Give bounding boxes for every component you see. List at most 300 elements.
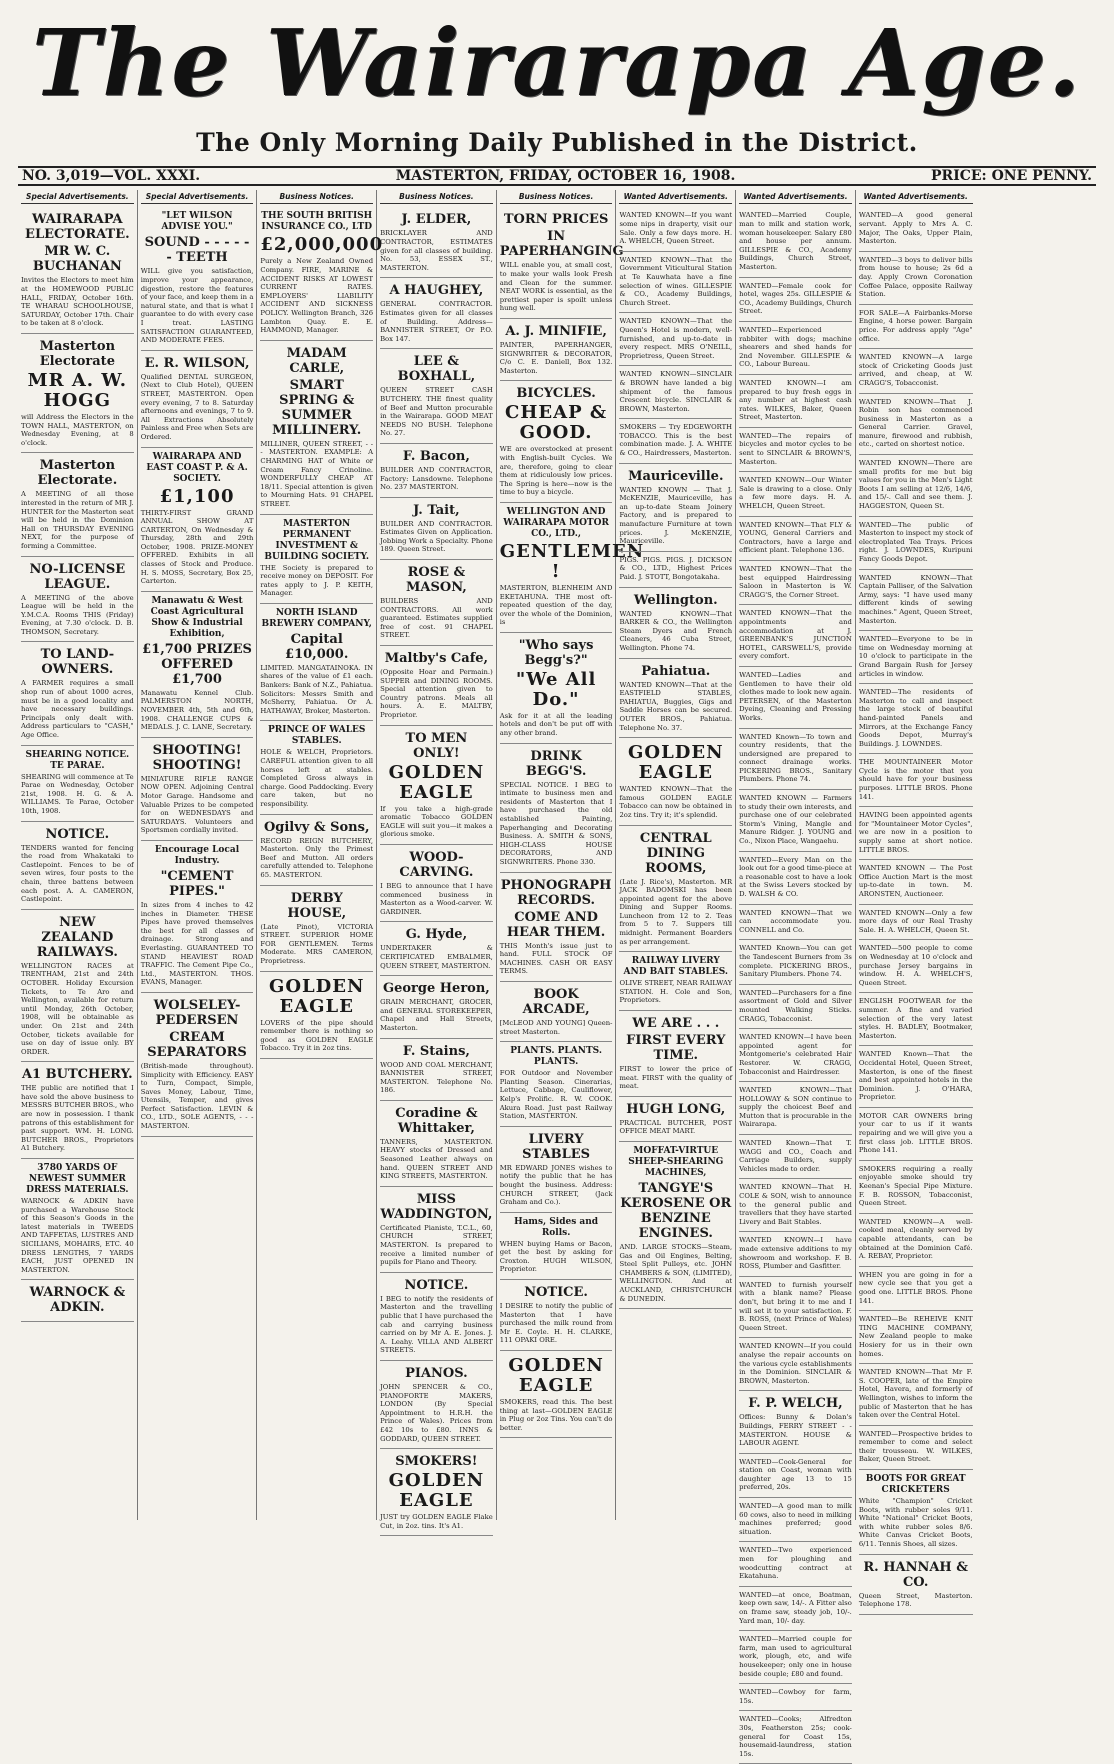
- ad-title: NOTICE.: [45, 826, 110, 842]
- ad-headline: GOLDEN EAGLE: [508, 1355, 604, 1397]
- ad-body: THIRTY-FIRST GRAND ANNUAL SHOW AT CARTERTON, On Wednesday & Thursday, 28th and 29th October, 1908. PRIZE-MONEY OFFERED. Exhibits in all classes of Stock and Produce. H. S. MOSS, Secretary, Box 25, Carterton.: [140, 508, 254, 586]
- ad-body: (Opposite Hoar and Permain.) SUPPER and DINING ROOMS. Special attention given to Country patrons. Meals all hours. A. E. MALTBY, Proprietor.: [380, 668, 493, 719]
- ad-title: J. ELDER,: [401, 212, 472, 228]
- ad-body: WANTED—The public of Masterton to inspect my stock of electroplated Tea Trays. Prices right. J. LOWNDES, Kuripuni Fancy Goods Depot.: [858, 520, 973, 563]
- ad-title: F. Bacon,: [402, 448, 470, 464]
- advertisement: [619, 207, 732, 251]
- advertisement: [859, 252, 973, 305]
- ad-body: FOR Outdoor and November Planting Season. Cinerarias, Lettuce, Cabbage, Cauliflower, Kelp's Prolific. R. W. COOK. Akura Road. Just past Railway Station, MASTERTON.: [499, 1069, 613, 1121]
- advertisement: [500, 744, 613, 873]
- advertisement: [859, 1046, 973, 1108]
- advertisement: [739, 1338, 852, 1391]
- ad-headline: COME AND HEAR THEM.: [506, 909, 606, 940]
- advertisement: [21, 1280, 134, 1322]
- advertisement: [380, 1101, 493, 1187]
- column-heading: Business Notices.: [260, 192, 373, 204]
- advertisement: [260, 721, 373, 814]
- column-7: [736, 190, 856, 1758]
- ad-title: NOTICE.: [404, 1277, 469, 1293]
- advertisement: [619, 1097, 732, 1142]
- ad-body: will Address the Electors in the TOWN HALL, MASTERTON, on Wednesday Evening, at 8 o'clock.: [21, 412, 134, 447]
- ad-body: PIGS. PIGS. PIGS. J. DICKSON & CO., LTD., Highest Prices Paid. J. STOTT, Bongotakaha.: [619, 555, 733, 581]
- advertisement: [380, 278, 493, 349]
- ad-title: A HAUGHEY,: [389, 283, 484, 299]
- ad-body: WANTED KNOWN—That BARKER & CO., the Wellington Steam Dyers and French Cleaners, 46 Cuba Street, Wellington. Phone 74.: [619, 609, 733, 652]
- advertisement: [21, 334, 134, 453]
- advertisement: [739, 1498, 852, 1542]
- ad-body: LOVERS of the pipe should remember there is nothing so good as GOLDEN EAGLE Tobacco. Try it in 2oz tins.: [260, 1018, 374, 1053]
- ad-headline: TANGYE'S KEROSENE OR BENZINE ENGINES.: [620, 1181, 732, 1241]
- ad-body: Manawatu Kennel Club. PALMERSTON NORTH, NOVEMBER 4th, 5th and 6th, 1908. CHALLENGE CUPS & MEDALS. J. C. LANE, Secretary.: [140, 688, 254, 732]
- advertisement: [500, 1042, 613, 1127]
- ad-body: (Late Pinot), VICTORIA STREET. SUPERIOR HOME FOR GENTLEMEN. Terms Moderate. MRS CAMERON, Proprietress.: [260, 922, 374, 965]
- ad-title: SMOKERS!: [395, 1454, 478, 1470]
- ad-headline: GOLDEN EAGLE: [628, 742, 724, 784]
- ad-body: WANTED KNOWN—If you want some nips in draperty, visit our Sale. Only a few days more. H. A. WHELCH, Queen Street.: [619, 211, 733, 246]
- advertisement: [619, 588, 732, 659]
- ad-title: MISS WADDINGTON,: [380, 1191, 493, 1222]
- ad-body: WANTED KNOWN—That J. Robin son has commenced business in Masterton as a General Carrier. Gravel, manure, firewood and rubbish, etc., carted on shortest notice.: [858, 397, 973, 449]
- advertisement: [380, 1449, 493, 1536]
- advertisement: [619, 366, 732, 419]
- advertisement: [21, 746, 134, 822]
- ad-title: Masterton Electorate.: [37, 458, 118, 489]
- ad-headline: "We All Do.": [515, 668, 597, 710]
- ad-title: BOOTS FOR GREAT CRICKETERS: [865, 1474, 966, 1496]
- column-heading: Special Advertisements.: [141, 192, 254, 204]
- advertisement: [21, 207, 134, 334]
- advertisement: [380, 845, 493, 922]
- ad-body: WANTED KNOWN — The Post Office Auction Mart is the most up-to-date in town. M. ARONSTEN, Auctioneer.: [858, 864, 973, 898]
- ad-title: TORN PRICES: [503, 212, 609, 228]
- ad-body: A FARMER requires a small shop run of about 1000 acres, must be in a good locality and have necessary buildings. Principals only dealt with. Address particulars to "CASH," Age Office.: [21, 679, 134, 740]
- advertisement: [739, 1179, 852, 1232]
- advertisement: [619, 252, 732, 314]
- advertisement: [739, 278, 852, 322]
- ad-body: WANTED KNOWN—That at the EASTFIELD STABLES, PAHIATUA, Buggies, Gigs and Saddle Horses can be secured. OUTER BROS., Pahiatua. Telephone No. 37.: [619, 680, 733, 732]
- advertisement: [859, 207, 973, 251]
- ad-title: WOOD-CARVING.: [399, 849, 474, 880]
- advertisement: [500, 633, 613, 744]
- ad-body: SHEARING will commence at Te Parae on Wednesday, October 21st, 1908. H. G. & A. WILLIAMS. Te Parae, October 10th, 1908.: [21, 772, 134, 815]
- ad-title: RAILWAY LIVERY AND BAIT STABLES.: [623, 956, 729, 978]
- ad-title: MOFFAT-VIRTUE SHEEP-SHEARING MACHINES,: [628, 1146, 724, 1178]
- masthead-title: The Wairarapa Age.: [31, 9, 1083, 117]
- column-heading: Wanted Advertisements.: [859, 192, 973, 204]
- ad-body: WANTED—Every Man on the look out for a good time-piece at a reasonable cost to have a look at the Swiss Levers stocked by D. WALSH & CO.: [739, 855, 852, 898]
- advertisement: [739, 1454, 852, 1498]
- advertisement: [859, 1555, 973, 1615]
- ad-headline: IN PAPERHANGING: [499, 229, 624, 260]
- ad-body: OLIVE STREET, NEAR RAILWAY STATION. H. Cole and Son, Proprietors.: [619, 979, 733, 1005]
- ad-body: WANTED—A good general servant. Apply to Mrs A. C. Major, The Oaks, Upper Plain, Masterton.: [858, 211, 973, 246]
- ad-body: WANTED KNOWN—That the famous GOLDEN EAGLE Tobacco can now be obtained in 2oz tins. Try it; it's splendid.: [619, 785, 733, 819]
- ad-body: PRACTICAL BUTCHER, POST OFFICE MEAT MART.: [619, 1118, 733, 1136]
- ad-title: Coradine & Whittaker,: [395, 1105, 478, 1136]
- ad-body: WANTED KNOWN—Our Winter Sale is drawing to a close. Only a few more days. H. A. WHELCH, Queen Street.: [739, 476, 852, 511]
- ad-body: WANTED to furnish yourself with a blank name? Please don't, but bring it to me and I will set it to your satisfaction. F. B. ROSS, (next Prince of Wales) Queen Street.: [739, 1280, 852, 1332]
- advertisement: [739, 905, 852, 941]
- ad-body: FIRST to lower the price of meat. FIRST with the quality of meat.: [619, 1065, 733, 1091]
- advertisement: [739, 985, 852, 1029]
- ad-body: THIS Month's issue just to hand. FULL STOCK OF MACHINES. CASH OR EASY TERMS.: [499, 941, 613, 976]
- advertisement: [619, 1142, 732, 1309]
- ad-headline: CREAM SEPARATORS: [147, 1029, 247, 1060]
- advertisement: [739, 207, 852, 277]
- advertisement: [260, 515, 373, 604]
- ad-body: WANTED KNOWN—I am prepared to buy fresh eggs in any number at highest cash rates. WILKES, Baker, Queen Street, Masterton.: [739, 378, 852, 422]
- ad-headline: CHEAP & GOOD.: [505, 402, 608, 444]
- ad-body: QUEEN STREET CASH BUTCHERY. THE finest quality of Beef and Mutton procurable in the Wairarapa. GOOD MEAT NEEDS NO BUSH. Telephone No. 27.: [380, 386, 493, 438]
- ad-body: I DESIRE to notify the public of Masterton that I have purchased the milk round from Mr E. Coyle. H. H. CLARKE, 111 OPAKI ORE.: [499, 1302, 613, 1345]
- advertisement: [380, 1187, 493, 1273]
- ad-body: Qualified DENTAL SURGEON, (Next to Club Hotel), QUEEN STREET, MASTERTON. Open every evening, 7 to 8. Saturday afternoons and evenings, 7 to 9. All Extractions Absolutely Painless and Free when Sets are Ordered.: [140, 372, 254, 441]
- ad-title: NO-LICENSE LEAGUE.: [29, 561, 126, 592]
- ad-body: SPECIAL NOTICE. I BEG to intimate to business men and residents of Masterton that I have purchased the old established Painting, Paperhanging and Decorating Business. A. SMITH & SONS, HIGH-CLASS HOUSE DECORATORS, AND SIGNWRITERS. Phone 330.: [499, 780, 613, 866]
- advertisement: [859, 940, 973, 993]
- ad-body: If you take a high-grade aromatic Tobacco GOLDEN EAGLE will suit you—it makes a glorious smoke.: [380, 804, 493, 839]
- ad-body: WANTED—The residents of Masterton to call and inspect the large stock of beautiful hand-painted Panels and Mirrors, at the Exchange Fancy Goods Depot, Murray's Buildings. J. LOWNDES.: [858, 688, 973, 748]
- ad-body: WANTED KNOWN—That the Queen's Hotel is modern, well-furnished, and up-to-date in every respect. MRS O'NEILL, Proprietress, Queen Street.: [619, 317, 733, 360]
- ad-body: WANTED Known—To town and country residents, that the undersigned are prepared to connect drainage works. PICKERING BROS., Sanitary Plumbers. Phone 74.: [739, 732, 852, 784]
- ad-title: A. J. MINIFIE,: [505, 323, 607, 339]
- advertisement: [260, 604, 373, 722]
- ad-body: JUST try GOLDEN EAGLE Flake Cut, in 2oz. tins. It's A1.: [380, 1513, 493, 1530]
- column-8: [856, 190, 976, 1609]
- ad-title: LIVERY STABLES: [522, 1131, 591, 1162]
- ad-title: PHONOGRAPH RECORDS.: [500, 877, 612, 908]
- advertisement: [859, 1161, 973, 1214]
- ad-title: "Who says Begg's?": [518, 637, 594, 668]
- ad-body: WANTED—A good man to milk 60 cows, also to need in milking machines preferred; good situation.: [739, 1502, 852, 1536]
- ad-body: I BEG to notify the residents of Masterton and the travelling public that I have purchased the cab and carrying business carried on by Mr A. E. Jones. J. A. Leahy. VILLA AND ALBERT STREETS.: [380, 1294, 493, 1355]
- advertisement: [380, 444, 493, 498]
- ad-body: WANTED—Two experienced men for ploughing and woodcutting contract at Ekatahuna.: [739, 1546, 852, 1581]
- ad-title: A1 BUTCHERY.: [21, 1067, 133, 1083]
- ad-body: ENGLISH FOOTWEAR for the summer. A fine and varied selection of the very latest styles. H. BADLEY, Bootmaker, Masterton.: [858, 997, 973, 1040]
- ad-body: WELLINGTON RACES at TRENTHAM, 21st and 24th OCTOBER. Holiday Excursion Tickets, to Te Aro and Wellington, available for return until Monday, 26th October, 1908, will be obtainable as under. On 21st and 24th October, tickets available for use on day of issue only. BY ORDER.: [21, 961, 134, 1056]
- ad-headline: MR W. C. BUCHANAN: [32, 244, 122, 275]
- advertisement: [141, 738, 254, 841]
- ad-title: PLANTS. PLANTS. PLANTS.: [510, 1046, 602, 1068]
- advertisement: [380, 560, 493, 646]
- advertisement: [739, 428, 852, 472]
- column-1: [18, 190, 138, 1520]
- advertisement: [141, 448, 254, 592]
- advertisement: [380, 1039, 493, 1101]
- ad-title: SHOOTING! SHOOTING!: [152, 742, 242, 773]
- advertisement: [739, 1082, 852, 1135]
- ad-headline: Capital £10,000.: [285, 631, 349, 662]
- advertisement: [739, 1277, 852, 1339]
- advertisement: [739, 517, 852, 561]
- advertisement: [380, 922, 493, 976]
- ad-headline: GOLDEN EAGLE: [268, 975, 365, 1017]
- ad-title: Wellington.: [633, 592, 718, 608]
- advertisement: [739, 1711, 852, 1764]
- ad-title: F. P. WELCH,: [748, 1396, 843, 1412]
- ad-body: MASTERTON, BLENHEIM AND EKETAHUNA. THE most oft-repeated question of the day, over the whole of the Dominion, is: [499, 583, 613, 627]
- advertisement: [260, 341, 373, 515]
- ad-headline: SOUND - - - - - - TEETH: [144, 235, 250, 266]
- ad-body: WANTED KNOWN—A large stock of Cricketing Goods just arrived, and cheap, at W. CRAGG'S, Tobacconist.: [858, 353, 973, 387]
- ad-title: MADAM CARLE,: [286, 345, 347, 376]
- ad-body: WANTED—Cook-General for station on Coast, woman with daughter age 13 to 15 preferred, 20s.: [739, 1457, 852, 1492]
- ad-title: Maltby's Cafe,: [384, 651, 489, 667]
- advertisement: [739, 1135, 852, 1179]
- advertisement: [260, 886, 373, 972]
- ad-title: Hams, Sides and Rolls.: [514, 1216, 599, 1238]
- ad-body: WANTED—Be REHEIVE KNIT TING MACHINE COMPANY, New Zealand people to make Hosiery for us in their own homes.: [858, 1315, 973, 1358]
- advertisement: [739, 1587, 852, 1631]
- column-3: [257, 190, 384, 1520]
- ad-body: GRAIN MERCHANT, GROCER, and GENERAL STOREKEEPER, Chapel and Hall Streets, Masterton.: [380, 998, 493, 1032]
- ad-title: Ogilvy & Sons,: [263, 819, 370, 835]
- advertisement: [619, 952, 732, 1011]
- ad-body: WANTED—Cowboy for farm, 15s.: [739, 1688, 852, 1705]
- ad-body: WANTED KNOWN—That Captain Palliser, of the Salvation Army, says: "I have used many different kinds of sewing machines." Agent, Queen Street, Masterton.: [858, 573, 973, 625]
- advertisement: [859, 807, 973, 860]
- ad-body: WANTED KNOWN—A well-cooked meal, cleanly served by capable attendants, can be obtained at the Dominion Café. A. REBAY, Proprietor.: [858, 1217, 973, 1261]
- ad-headline: FIRST EVERY TIME.: [626, 1033, 726, 1064]
- column-heading: Wanted Advertisements.: [739, 192, 852, 204]
- ad-body: In sizes from 4 inches to 42 inches in Diameter. THESE Pipes have proved themselves the best for all classes of drainage. Strong and Everlasting. GUARANTEED TO STAND HEAVIEST ROAD TRAFFIC. The Cement Pipe Co., Ltd., MASTERTON. THOS. EVANS, Manager.: [140, 900, 254, 987]
- advertisement: [500, 982, 613, 1042]
- advertisement: [500, 1280, 613, 1351]
- ad-title: 3780 YARDS OF NEWEST SUMMER DRESS MATERIALS.: [26, 1163, 129, 1196]
- advertisement: [500, 381, 613, 503]
- advertisement: [859, 993, 973, 1046]
- ad-body: WANTED—Married couple for farm, man used to agricultural work, plough, etc, and wife housekeeper; only one in house beside couple; £80 and found.: [739, 1635, 852, 1678]
- column-6: [616, 190, 736, 1520]
- advertisement: [739, 1029, 852, 1082]
- advertisement: [21, 822, 134, 910]
- ad-title: PRINCE OF WALES STABLES.: [268, 725, 366, 747]
- advertisement: [859, 394, 973, 456]
- issue-number: NO. 3,019—VOL. XXXI.: [22, 168, 201, 184]
- ad-body: WANTED Known—That the Occidental Hotel, Queen Street, Masterton, is one of the finest and best appointed hotels in the Dominion. J. O'HARA, Proprietor.: [858, 1050, 973, 1102]
- advertisement: [619, 659, 732, 739]
- advertisement: [859, 1108, 973, 1161]
- ad-body: WANTED KNOWN—That Mr F. S. COOPER, late of the Empire Hotel, Havera, and formerly of Wellington, wishes to inform the public of Masterton that he has taken over the Central Hotel.: [858, 1368, 973, 1420]
- column-heading: Business Notices.: [500, 192, 613, 204]
- ad-body: AND. LARGE STOCKS—Steam, Gas and Oil Engines, Belting, Steel Split Pulleys, etc. JOHN CHAMBERS & SON, (LIMITED), WELLINGTON. And at AUCKLAND, CHRISTCHURCH & DUNEDIN.: [619, 1243, 733, 1303]
- ad-body: WANTED KNOWN—That the appointments and accommodation at J. GREENBANK'S JUNCTION HOTEL, CARSWELL'S, provide every comfort.: [739, 609, 852, 661]
- advertisement: [260, 815, 373, 886]
- advertisement: [380, 1361, 493, 1449]
- advertisement: [500, 1127, 613, 1213]
- advertisement: [859, 905, 973, 941]
- advertisement: [859, 1214, 973, 1267]
- column-4: [377, 190, 497, 1530]
- advertisement: [380, 349, 493, 444]
- ad-body: WILL enable you, at small cost, to make your walls look Fresh and Clean for the summer. NEAT WORK is essential, as the prettiest paper is spoilt unless hung well.: [499, 261, 613, 313]
- ad-body: BUILDER AND CONTRACTOR. Estimates Given on Application. Jobbing Work a Specialty. Phone 189. Queen Street.: [380, 519, 493, 554]
- ad-body: (British-made throughout). Simplicity with Efficiency. EASY to Turn, Compact, Simple, Saves Money, Labour, Time, Utensils, Temper, and gives Perfect Satisfaction. LEVIN & CO., LTD., SOLE AGENTS, - - - MASTERTON.: [140, 1061, 254, 1131]
- advertisement: [380, 207, 493, 278]
- advertisement: [141, 351, 254, 448]
- ad-title: J. Tait,: [413, 502, 460, 518]
- advertisement: [619, 419, 732, 463]
- ad-title: NEW ZEALAND RAILWAYS.: [36, 914, 118, 960]
- advertisement: [260, 207, 384, 340]
- ad-body: WOOD AND COAL MERCHANT, BANNISTER STREET, MASTERTON. Telephone No. 186.: [380, 1060, 493, 1095]
- place-date: MASTERTON, FRIDAY, OCTOBER 16, 1908.: [395, 168, 736, 184]
- ad-body: Invites the Electors to meet him at the HOMEWOOD PUBLIC HALL, FRIDAY, October 16th. TE WHARAU SCHOOLHOUSE, SATURDAY, October 17th. Chair to be taken at 8 o'clock.: [21, 276, 134, 328]
- advertisement: [859, 684, 973, 754]
- ad-body: WANTED KNOWN—That HOLLOWAY & SON continue to supply the choicest Beef and Mutton that is procurable in the Wairarapa.: [739, 1086, 852, 1129]
- ad-title: Masterton Electorate: [39, 338, 116, 369]
- ad-body: TENDERS wanted for fencing the road from Whakataki to Castlepoint. Fences to be of seven wires, four posts to the chain, three battens between each post. A. A. CAMERON, Castlepoint.: [21, 843, 134, 904]
- advertisement: [380, 976, 493, 1038]
- ad-body: BRICKLAYER AND CONTRACTOR, ESTIMATES given for all classes of building. No. 53, ESSEX ST., MASTERTON.: [380, 229, 493, 272]
- advertisement: [739, 1631, 852, 1684]
- ad-title: SHEARING NOTICE. TE PARAE.: [25, 749, 130, 771]
- advertisement: [739, 375, 852, 428]
- ad-title: Mauriceville.: [628, 468, 724, 484]
- advertisement: [499, 503, 645, 633]
- ad-body: WANTED KNOWN — That J. McKENZIE, Mauriceville, has an up-to-date Steam Joinery Factory, and is prepared to manufacture Furniture at town prices. J. McKENZIE, Mauriceville.: [619, 485, 733, 546]
- ad-body: GENERAL CONTRACTOR. Estimates given for all classes of Building. Address—BANNISTER STREET, Or P.O. Box 147.: [380, 300, 493, 343]
- ad-body: THE public are notified that I have sold the above business to MESSRS BUTCHER BROS., who are now in possession. I thank patrons of this establishment for past support. WM. H. LONG. BUTCHER BROS., Proprietors A1 Butchery.: [21, 1084, 134, 1153]
- ad-headline: GENTLEMEN !: [499, 540, 645, 582]
- ad-body: WANTED KNOWN—SINCLAIR & BROWN have landed a big shipment of the famous Crescent bicycle. SINCLAIR & BROWN, Masterton.: [619, 370, 733, 413]
- advertisement: [619, 826, 732, 953]
- advertisement: [739, 1684, 852, 1711]
- ad-title: BOOK ARCADE,: [522, 986, 590, 1017]
- advertisement: [500, 1351, 613, 1438]
- ad-title: NORTH ISLAND BREWERY COMPANY,: [261, 607, 372, 629]
- ad-headline: GOLDEN EAGLE: [388, 1470, 485, 1512]
- advertisement: [619, 1011, 732, 1097]
- ad-body: WANTED KNOWN—I have made extensive additions to my showroom and workshop. F. B. ROSS, Plumber and Gasfitter.: [739, 1236, 852, 1271]
- ad-body: BUILDERS AND CONTRACTORS. All work guaranteed. Estimates supplied free of cost. 91 CHAPEL STREET.: [380, 597, 493, 640]
- advertisement: [739, 667, 852, 729]
- ad-body: WANTED—500 people to come on Wednesday at 10 o'clock and purchase Jersey bargains in window. H. A. WHELCH'S, Queen Street.: [858, 944, 973, 987]
- ad-headline: SMART SPRING & SUMMER MILLINERY.: [272, 377, 362, 438]
- advertisement: [619, 464, 732, 552]
- price: PRICE: ONE PENNY.: [931, 168, 1092, 184]
- ad-body: SMOKERS — Try EDGEWORTH TOBACCO. This is the best combination made. J. A. WHITE & CO., Hairdressers, Masterton.: [619, 423, 733, 458]
- ad-title: LEE & BOXHALL,: [397, 354, 476, 385]
- column-heading: Special Advertisements.: [21, 192, 134, 204]
- ad-body: WANTED—Prospective brides to remember to come and select their trousseau. W. WILKES, Baker, Queen Street.: [858, 1429, 973, 1464]
- ad-body: WANTED KNOWN—There are small profits for me but big values for you in the Men's Light Boots I am selling at 12/6, 14/6, and 15/-. Call and see them. J. HAGGESTON, Queen St.: [858, 459, 973, 511]
- column-heading: Wanted Advertisements.: [619, 192, 732, 204]
- ad-body: WANTED—Married Couple, man to milk and station work, woman housekeeper. Salary £80 and house per annum. GILLESPIE & CO., Academy Buildings, Church Street, Masterton.: [739, 211, 852, 271]
- advertisement: [739, 1232, 852, 1276]
- masthead: [20, 8, 1094, 118]
- ad-body: MR EDWARD JONES wishes to notify the public that he has bought the business. Address: CHURCH STREET, (Jack Graham and Co.).: [499, 1163, 613, 1207]
- advertisement: [141, 592, 254, 738]
- ad-title: BICYCLES.: [516, 386, 596, 402]
- advertisement: [141, 841, 254, 993]
- ad-title: G. Hyde,: [405, 927, 468, 943]
- ad-body: White "Champion" Cricket Boots, with rubber soles 9/11. White "National" Cricket Boots, with white rubber soles 8/6. White Canvas Cricket Boots, 6/11. Tennis Shoes, all sizes.: [858, 1497, 973, 1549]
- ad-body: Queen Street, Masterton. Telephone 178.: [858, 1591, 973, 1609]
- ad-body: WANTED—at once, Boatman, keep own saw, 14/-. A Fitter also on frame saw, steady job, 10/-. Yard man, 10/- day.: [739, 1590, 852, 1625]
- ad-body: Purely a New Zealand Owned Company. FIRE, MARINE & ACCIDENT RISKS AT LOWEST CURRENT RATES. EMPLOYERS' LIABILITY ACCIDENT AND SICKNESS POLICY. Wellington Branch, 326 Lambton Quay. E. E. HAMMOND, Manager.: [260, 257, 374, 335]
- ad-body: MINIATURE RIFLE RANGE NOW OPEN. Adjoining Central Motor Garage. Handsome and Valuable Prizes to be competed for on WEDNESDAYS and SATURDAYS. Volunteers and Sportsmen cordially invited.: [140, 774, 254, 835]
- advertisement: [859, 570, 973, 632]
- ad-body: JOHN SPENCER & CO., PIANOFORTE MAKERS, LONDON (By Special Appointment to H.R.H. the Prince of Wales). Prices from £42 10s to £80. INNS & GODDARD, QUEEN STREET.: [380, 1382, 493, 1443]
- ad-body: THE MOUNTAINEER Motor Cycle is the motor that you should have for your business purposes. LITTLE BROS. Phone 141.: [858, 758, 973, 801]
- advertisement: [859, 1470, 973, 1555]
- advertisement: [859, 631, 973, 684]
- column-5: [497, 190, 645, 1520]
- advertisement: [619, 738, 732, 825]
- advertisement: [739, 729, 852, 791]
- ad-body: A MEETING of all those interested in the return of MR J. HUNTER for the Masterton seat will be held in the Dominion Hall on THURSDAY EVENING NEXT, for the purpose of forming a Committee.: [21, 490, 134, 550]
- ad-title: "LET WILSON ADVISE YOU.": [161, 211, 233, 233]
- advertisement: [739, 605, 852, 667]
- ad-body: WANTED—Female cook for hotel, wages 25s. GILLESPIE & CO., Academy Buildings, Church Street.: [739, 281, 852, 316]
- advertisement: [859, 517, 973, 570]
- advertisement: [739, 561, 852, 605]
- tagline: The Only Morning Daily Published in the District.: [196, 128, 918, 157]
- advertisement: [141, 993, 254, 1137]
- ad-body: BUILDER AND CONTRACTOR, Factory: Lansdowne. Telephone No. 237 MASTERTON.: [380, 465, 493, 492]
- ad-title: R. HANNAH & CO.: [863, 1559, 968, 1590]
- ad-body: WANTED—Experienced rabbiter with dogs; machine shearers and shed hands for 2nd November. GILLESPIE & CO., Labour Bureau.: [739, 325, 852, 369]
- ad-headline: MR A. W. HOGG: [27, 369, 127, 411]
- ad-body: WANTED KNOWN—That H. COLE & SON, wish to announce to the general public and travellers that they have started Livery and Bait Stables.: [739, 1183, 852, 1226]
- ad-body: SMOKERS requiring a really enjoyable smoke should try Keenan's Special Pipe Mixture. F. B. ROSSON, Tobacconist, Queen Street.: [858, 1164, 973, 1208]
- advertisement: [21, 1062, 134, 1159]
- ad-body: Ask for it at all the leading hotels and don't be put off with any other brand.: [499, 711, 613, 738]
- ad-title: PIANOS.: [405, 1365, 468, 1381]
- ad-body: THE Society is prepared to receive money on DEPOSIT. For rates apply to J. P. KEITH, Manager.: [260, 563, 374, 598]
- ad-body: WANTED KNOWN—That FLY & YOUNG, General Carriers and Contractors, have a large and efficient plant. Telephone 136.: [739, 520, 852, 555]
- ad-title: CENTRAL DINING ROOMS,: [639, 830, 712, 876]
- ad-title: F. Stains,: [402, 1043, 470, 1059]
- ad-headline: £1,700 PRIZES OFFERED £1,700: [142, 641, 252, 687]
- ad-title: WOLSELEY-PEDERSEN: [153, 997, 241, 1028]
- advertisement: [260, 972, 373, 1059]
- ad-body: WANTED Known—You can get the Tandescent Burners from 3s complete. PICKERING BROS., Sanitary Plumbers. Phone 74.: [739, 944, 852, 979]
- ad-title: TO MEN ONLY!: [405, 730, 468, 761]
- advertisement: [619, 313, 732, 366]
- advertisement: [859, 1267, 973, 1311]
- advertisement: [21, 557, 134, 643]
- ad-body: I BEG to announce that I have commenced business in Masterton as a Wood-carver. W. GARDINER.: [380, 881, 493, 916]
- ad-body: UNDERTAKER & CERTIFICATED EMBALMER, QUEEN STREET, MASTERTON.: [380, 944, 493, 970]
- ad-body: WARNOCK & ADKIN have purchased a Warehouse Stock of this Season's Goods in the latest materials in TWEEDS AND TAFFETAS, LUSTRES AND SICILIANS, MOHAIRS, ETC. 40 DRESS LENGTHS, 7 YARDS EACH, JUST OPENED IN MASTERTON.: [21, 1197, 134, 1274]
- newspaper-columns: [18, 190, 1096, 1758]
- ad-body: (Late J. Rice's), Masterton. MR JACK BADOMSKI has been appointed agent for the above Dining and Supper Rooms. Luncheon from 12 to 2. Teas from 5 to 7. Suppers till midnight. Permanent Boarders as per arrangement.: [619, 877, 733, 946]
- ad-title: Pahiatua.: [641, 663, 711, 679]
- ad-body: WANTED KNOWN—That the Government Viticultural Station at Te Kauwhata have a fine selection of wines. GILLESPIE & CO., Academy Buildings, Church Street.: [619, 255, 733, 307]
- advertisement: [859, 1311, 973, 1364]
- ad-headline: £2,000,000: [260, 234, 384, 256]
- advertisement: [500, 1213, 613, 1280]
- advertisement: [859, 455, 973, 517]
- ad-body: [McLEOD AND YOUNG] Queen-street Masterton.: [499, 1018, 613, 1036]
- advertisement: [739, 852, 852, 905]
- ad-body: WANTED Known—That T. WAGG and CO., Coach and Carriage Builders, supply Vehicles made to order.: [739, 1139, 852, 1173]
- advertisement: [859, 860, 973, 904]
- ad-title: WAIRARAPA ELECTORATE.: [25, 212, 130, 243]
- ad-title: WELLINGTON AND WAIRARAPA MOTOR CO., LTD.,: [503, 506, 609, 539]
- ad-title: George Heron,: [382, 981, 490, 997]
- ad-body: MOTOR CAR OWNERS bring your car to us if it wants repairing and we will give you a first class job. LITTLE BROS. Phone 141.: [858, 1111, 973, 1155]
- ad-body: WHEN you are going in for a new cycle see that you get a good one. LITTLE BROS. Phone 141.: [858, 1270, 973, 1305]
- ad-headline: GOLDEN EAGLE: [388, 761, 485, 803]
- ad-title: NOTICE.: [524, 1285, 588, 1301]
- ad-body: HOLE & WELCH, Proprietors. CAREFUL attention given to all horses left at stables. Completed Gross always in charge. Good Paddocking. Every care taken, but no responsibility.: [260, 748, 374, 808]
- advertisement: [500, 319, 613, 381]
- ad-title: MASTERTON PERMANENT INVESTMENT & BUILDING SOCIETY.: [264, 518, 370, 562]
